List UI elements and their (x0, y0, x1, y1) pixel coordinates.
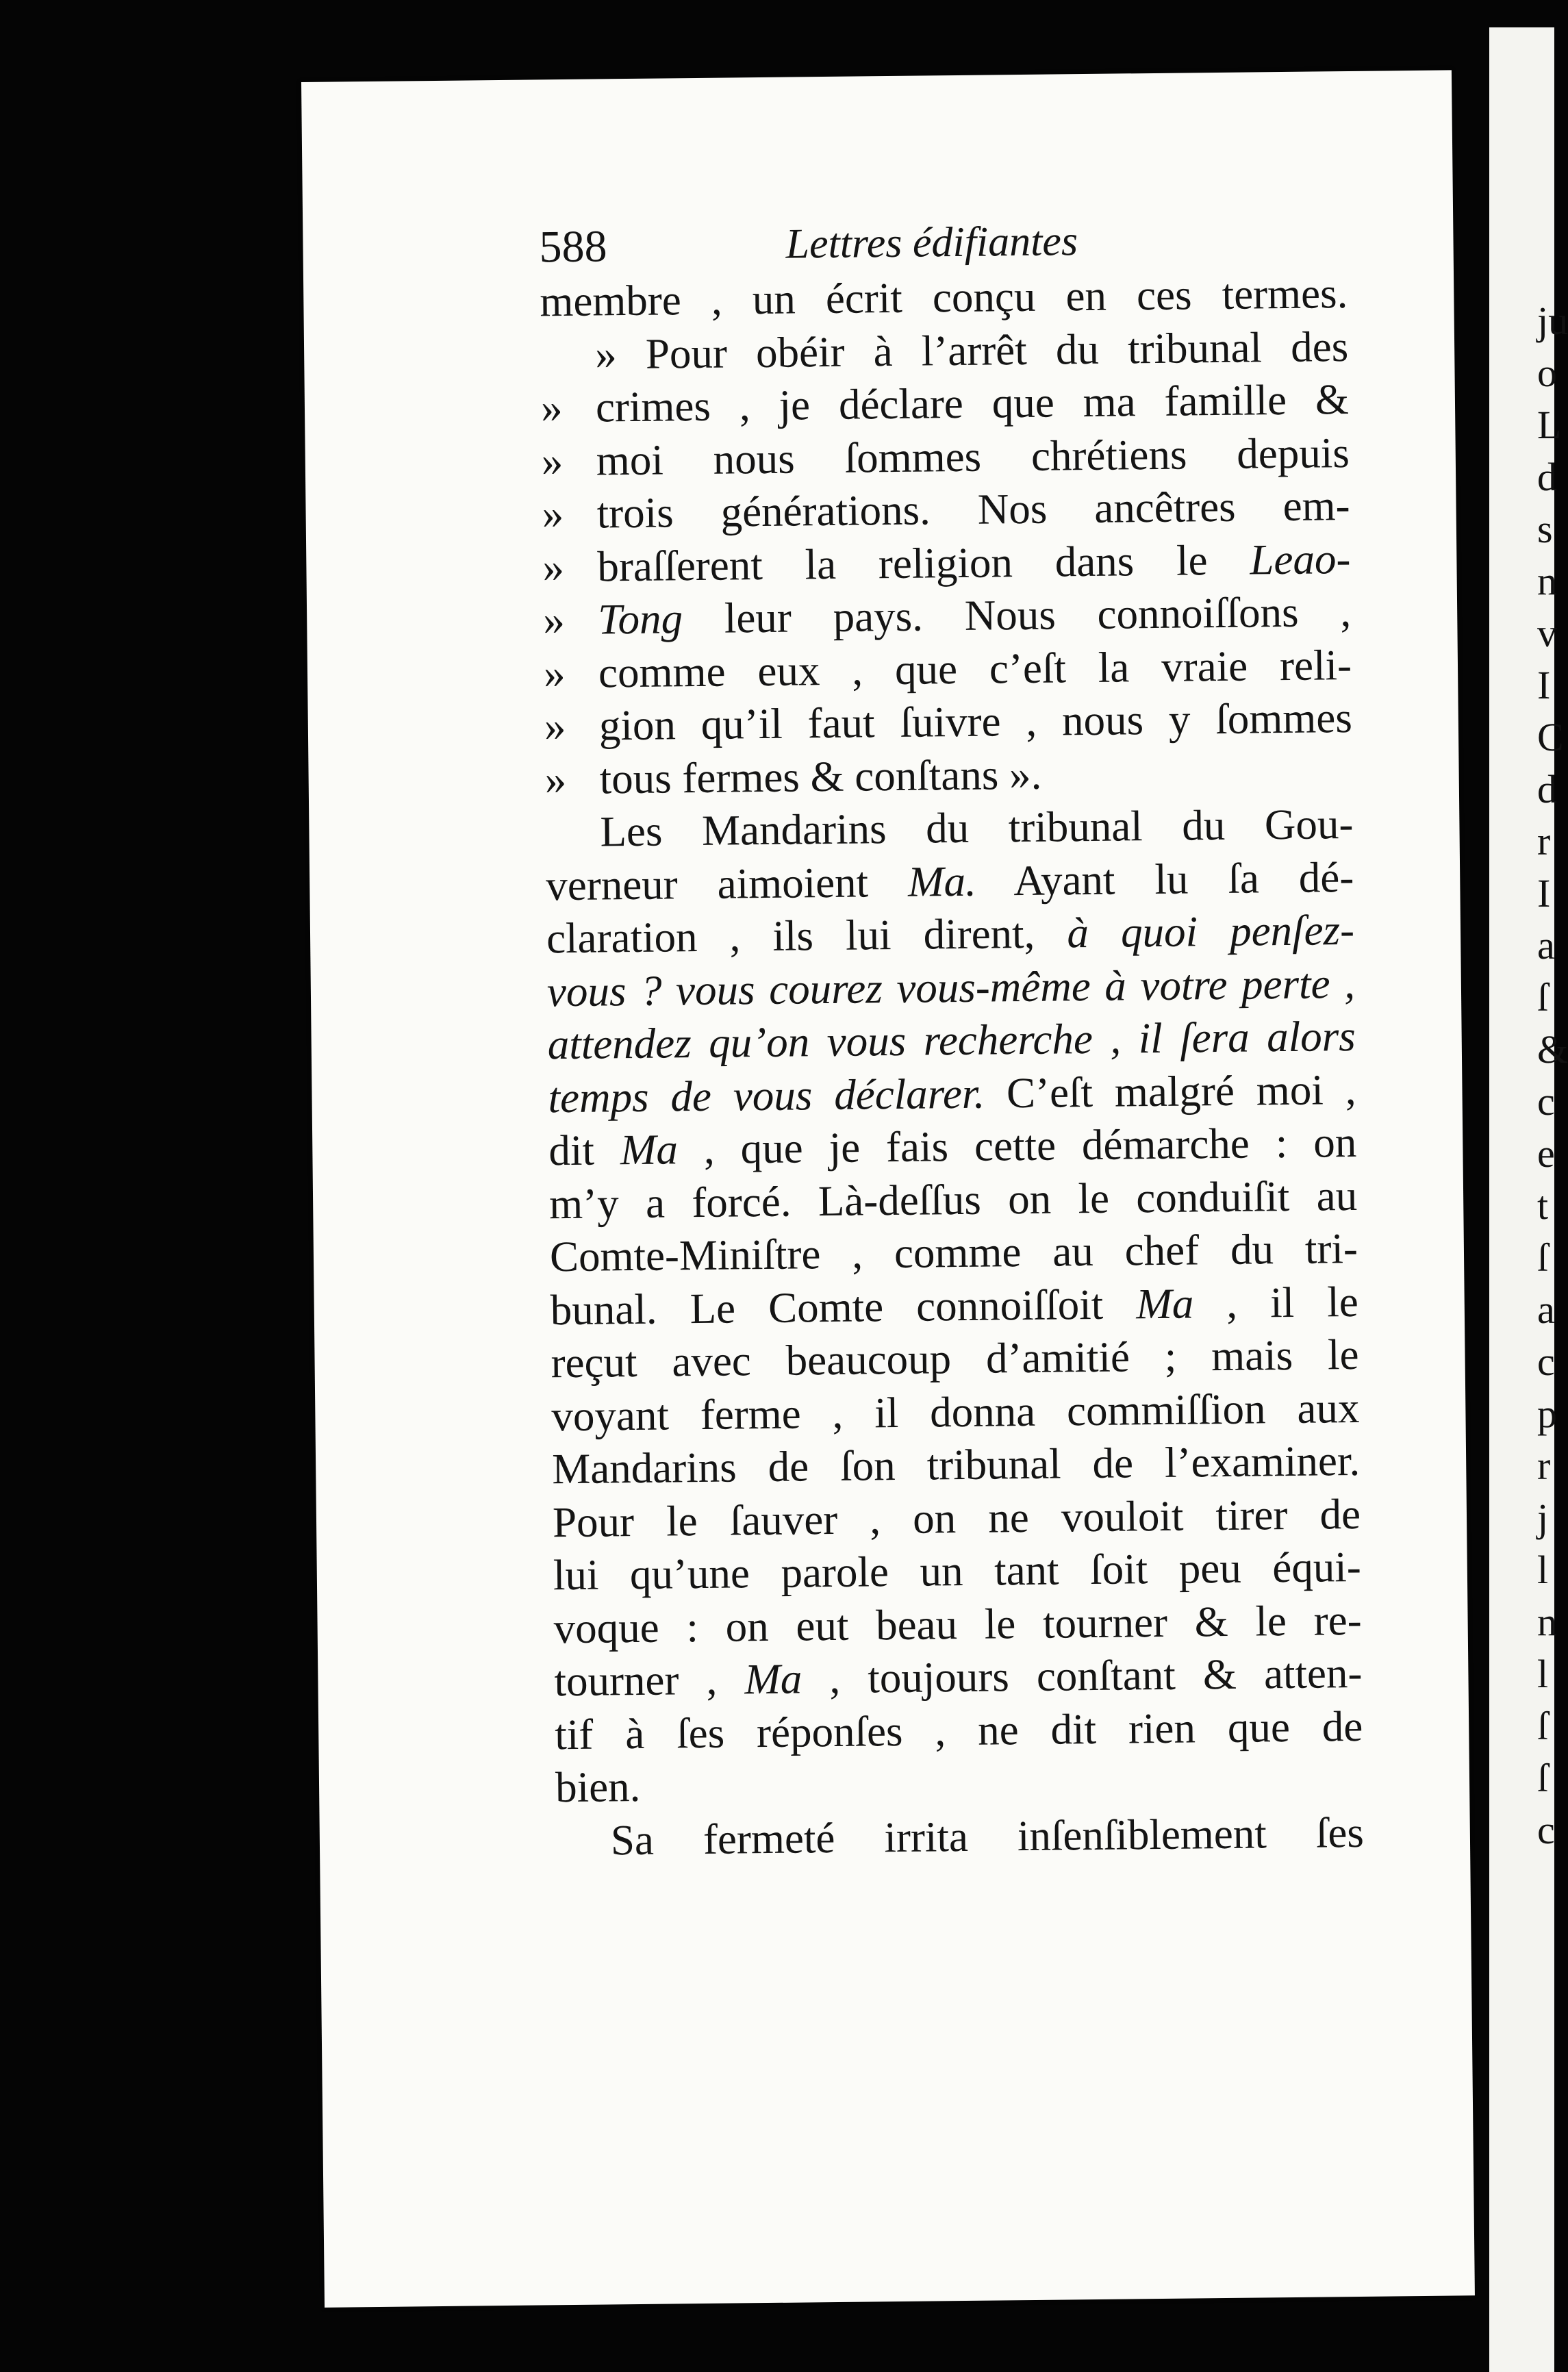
italic-run: Ma (620, 1125, 679, 1174)
adjacent-page-fragment: c (1537, 1339, 1555, 1384)
adjacent-page-fragment: p (1537, 1391, 1557, 1436)
italic-run: Ma. (907, 857, 977, 906)
italic-run: Leao- (1250, 534, 1351, 584)
line-text (598, 692, 1352, 753)
text-run: m’y a forcé. Là-deſſus on le conduiſit au (548, 1171, 1358, 1228)
adjacent-page-fragment: c (1537, 1079, 1555, 1124)
body-lines (540, 267, 1364, 1867)
text-line (548, 1116, 1357, 1178)
line-text (554, 1647, 1363, 1708)
text-line (542, 479, 1350, 541)
text-line (553, 1487, 1361, 1549)
text-run: voque : on eut beau le tourner & le re- (553, 1595, 1362, 1652)
line-text (546, 850, 1354, 912)
guillemet-marker: » (542, 596, 566, 644)
text-line (547, 957, 1356, 1018)
line-text (598, 585, 1352, 646)
page-text (539, 212, 1364, 1867)
text-run: dit (548, 1126, 621, 1175)
adjacent-page-fragment: I (1537, 871, 1551, 916)
text-run: bien. (555, 1762, 641, 1812)
adjacent-page-fragment: c (1537, 1808, 1555, 1852)
line-text (596, 373, 1350, 434)
text-line (544, 638, 1352, 700)
text-run: comme eux , que c’eſt la vraie reli- (598, 640, 1352, 697)
text-run: » Pour obéir à l’arrêt du tribunal des (594, 322, 1349, 379)
line-text (552, 1435, 1361, 1496)
text-run: gion qu’il faut ſuivre , nous y ſommes (598, 693, 1353, 750)
text-run: voyant ferme , il donna commiſſion aux (551, 1383, 1360, 1440)
guillemet-marker: » (544, 702, 566, 750)
line-text (553, 1487, 1361, 1549)
text-run: leur pays. Nous connoiſſons , (682, 587, 1352, 643)
running-title: Lettres édifiantes (785, 218, 1078, 268)
line-text (553, 1593, 1362, 1655)
italic-run: Tong (597, 594, 683, 644)
text-line (554, 1647, 1363, 1708)
adjacent-page-fragment: n (1537, 559, 1557, 603)
text-line (544, 744, 1353, 806)
guillemet-marker: » (543, 648, 566, 697)
text-line (550, 1275, 1358, 1337)
adjacent-page-fragment: r (1537, 819, 1551, 863)
text-line (546, 850, 1354, 912)
line-text (547, 1010, 1356, 1072)
adjacent-page-fragment: l (1537, 1548, 1549, 1592)
text-line (551, 1328, 1359, 1390)
line-text (555, 1753, 1364, 1815)
text-run: reçut avec beaucoup d’amitié ; mais le (551, 1330, 1359, 1387)
line-text (556, 1806, 1365, 1867)
text-run: claration , ils lui dirent, (546, 909, 1067, 963)
text-line (542, 532, 1351, 594)
adjacent-page-fragment: r (1537, 1443, 1551, 1488)
text-run: bunal. Le Comte connoiſſoit (550, 1279, 1137, 1334)
italic-run: Ma (1135, 1278, 1194, 1328)
text-line (551, 1381, 1360, 1443)
text-run: Mandarins de ſon tribunal de l’examiner. (551, 1436, 1361, 1493)
text-line (544, 692, 1352, 753)
line-text (548, 1063, 1356, 1124)
adjacent-page-fragment: e (1537, 1131, 1555, 1176)
line-text (551, 1328, 1359, 1390)
text-run: Sa fermeté irrita inſenſiblement ſes (610, 1808, 1365, 1864)
adjacent-page-fragment: t (1537, 1183, 1549, 1228)
text-run: verneur aimoient (545, 857, 909, 909)
adjacent-page-fragment: v (1537, 611, 1557, 655)
text-run: Pour le ſauver , on ne vouloit tirer de (552, 1489, 1361, 1546)
line-text (550, 1222, 1358, 1284)
line-text (596, 479, 1350, 540)
text-run: , il le (1193, 1277, 1359, 1327)
text-run: membre , un écrit conçu en ces termes. (540, 269, 1348, 326)
text-run: tourner , (554, 1655, 745, 1706)
text-line (540, 320, 1349, 382)
line-text (546, 904, 1355, 966)
text-run: lui qu’une parole un tant ſoit peu équi- (553, 1542, 1362, 1600)
line-text (540, 320, 1349, 382)
adjacent-page-fragment: s (1537, 507, 1553, 551)
text-run: , que je fais cette démarche : on (677, 1118, 1357, 1174)
italic-run: à quoi penſez- (1067, 905, 1355, 957)
text-run: tous fermes & conſtans ». (599, 750, 1042, 803)
text-line (553, 1541, 1361, 1602)
text-run: C’eſt malgré moi , (984, 1065, 1356, 1118)
text-run: braſſerent la religion dans le (597, 535, 1250, 591)
line-text (598, 638, 1352, 699)
text-run: trois générations. Nos ancêtres em- (596, 481, 1350, 538)
text-line (555, 1753, 1364, 1815)
adjacent-page-fragment: I (1537, 663, 1551, 707)
text-line (556, 1806, 1365, 1867)
line-text (551, 1381, 1360, 1443)
adjacent-page-fragment: ſ (1537, 1756, 1549, 1800)
adjacent-page-fragment: L (1537, 403, 1562, 447)
guillemet-marker: » (540, 383, 563, 432)
text-run: Comte-Miniſtre , comme au chef du tri- (549, 1224, 1358, 1281)
text-line (543, 585, 1352, 647)
line-text (596, 427, 1350, 488)
adjacent-page-fragment: & (1537, 1027, 1568, 1072)
text-line (555, 1700, 1363, 1761)
line-text (553, 1541, 1361, 1602)
adjacent-page-fragment: n (1537, 1600, 1557, 1644)
book-page (301, 70, 1475, 2307)
text-run: Ayant lu ſa dé- (976, 853, 1354, 905)
text-run: moi nous ſommes chrétiens depuis (596, 428, 1350, 485)
italic-run: temps de vous déclarer. (548, 1069, 985, 1122)
text-run: Les Mandarins du tribunal du Gou- (600, 799, 1354, 856)
italic-run: vous ? vous courez vous-même à votre perte , (546, 959, 1356, 1015)
text-line (550, 1222, 1358, 1284)
page-number: 588 (539, 221, 607, 273)
adjacent-page-fragment: ſ (1537, 975, 1549, 1020)
guillemet-marker: » (542, 490, 564, 538)
text-line (546, 904, 1355, 966)
text-line (545, 798, 1354, 859)
text-line (541, 373, 1350, 435)
adjacent-page-fragment: o (1537, 351, 1557, 395)
italic-run: Ma (744, 1654, 802, 1704)
line-text (599, 744, 1353, 805)
adjacent-page-fragment: a (1537, 923, 1555, 968)
italic-run: attendez qu’on vous recherche , il ſera alors (547, 1011, 1356, 1069)
text-line (541, 427, 1350, 488)
adjacent-page-fragment: d (1537, 455, 1557, 499)
line-text (548, 1116, 1357, 1178)
guillemet-marker: » (542, 542, 565, 591)
adjacent-page-fragment: ſ (1537, 1704, 1549, 1748)
line-text (545, 798, 1354, 859)
adjacent-page-fragment: C (1537, 715, 1564, 759)
text-line (553, 1593, 1362, 1655)
guillemet-marker: » (544, 755, 567, 803)
adjacent-page-fragment: a (1537, 1287, 1555, 1332)
line-text (547, 957, 1356, 1018)
adjacent-page-fragment: j (1537, 1496, 1549, 1540)
adjacent-page-edge (1489, 27, 1568, 2372)
text-run: , toujours conſtant & atten- (801, 1648, 1363, 1703)
text-run: tif à ſes réponſes , ne dit rien que de (554, 1702, 1363, 1758)
page-header (539, 212, 1348, 282)
adjacent-page-fragment: l (1537, 1652, 1549, 1696)
line-text (549, 1169, 1358, 1231)
text-line (547, 1010, 1356, 1072)
line-text (555, 1700, 1363, 1761)
text-line (549, 1169, 1358, 1231)
guillemet-marker: » (541, 436, 564, 485)
adjacent-page-fragment: ju (1537, 299, 1568, 343)
line-text (550, 1275, 1358, 1337)
adjacent-page-fragment: ſ (1537, 1235, 1549, 1280)
text-line (552, 1435, 1361, 1496)
adjacent-page-fragment: d (1537, 767, 1557, 811)
text-line (548, 1063, 1356, 1124)
text-run: crimes , je déclare que ma famille & (595, 375, 1350, 431)
line-text (597, 532, 1351, 593)
